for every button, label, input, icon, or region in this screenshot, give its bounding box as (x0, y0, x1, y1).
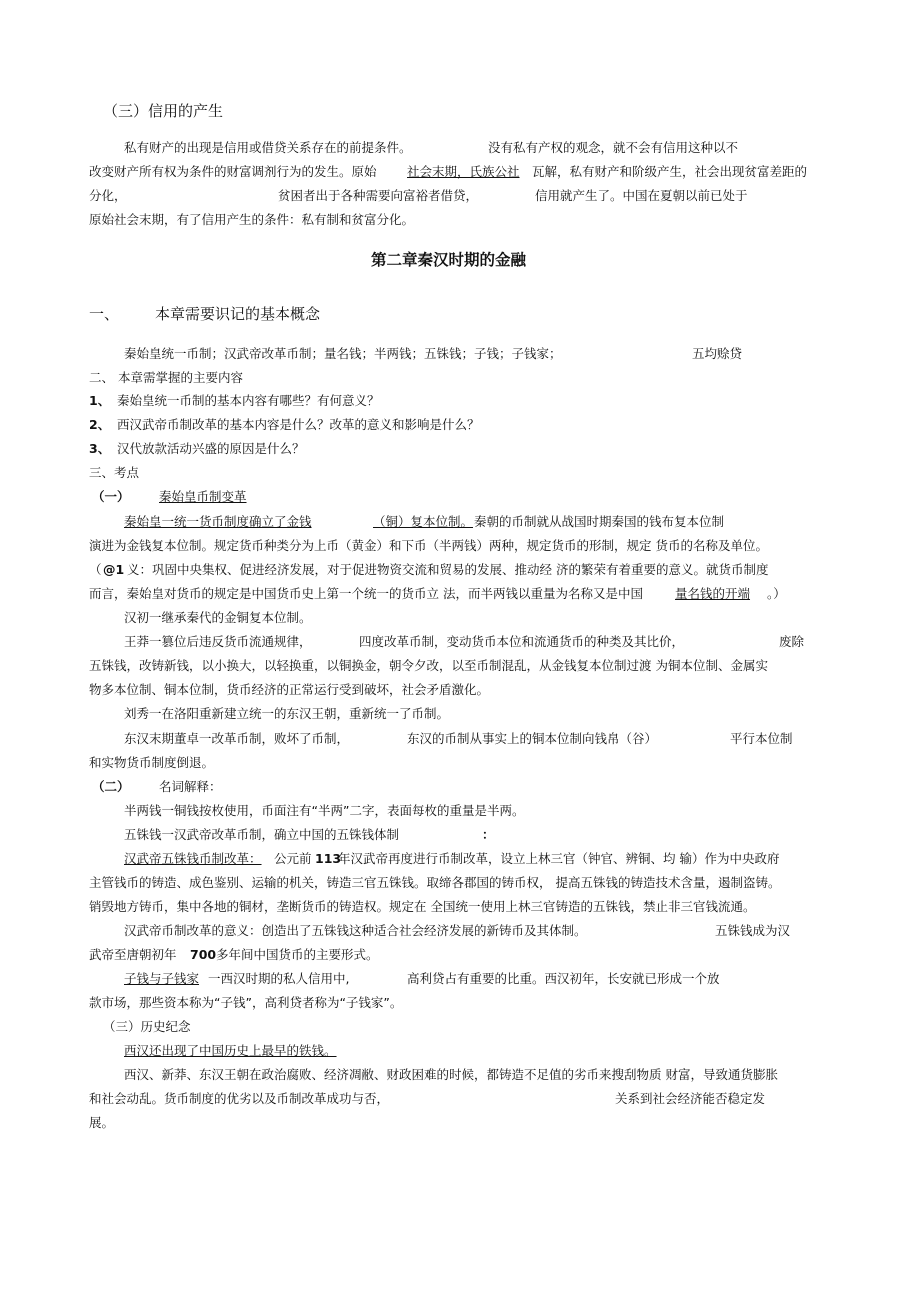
paragraph-line: 而言，秦始皇对货币的规定是中国货币史上第一个统一的货币立 法，而半两钱以重量为名称又是中国 量名钱的开端 。） (89, 586, 786, 601)
paragraph-line: 汉武帝五铢钱币制改革： 公元前 113 年汉武帝再度进行币制改革，设立上林三官（钟官、辨铜、均 输）作为中央政府 (124, 851, 780, 866)
subsection-number: （二） (92, 779, 130, 794)
part-two-title: 二、 本章需掌握的主要内容 (89, 370, 243, 385)
question-number: 1、 (89, 393, 111, 408)
subsection-title: 秦始皇币制变革 (159, 489, 247, 504)
question-number: 2、 (89, 417, 111, 432)
paragraph-line: 西汉还出现了中国历史上最早的铁钱。 (124, 1043, 337, 1058)
subsection-number: （一） (92, 489, 130, 504)
paragraph-line: 秦始皇一统一货币制度确立了金钱 （铜）复本位制。 秦朝的币制就从战国时期秦国的钱布复本位制 (124, 514, 725, 529)
paragraph-line: 主管钱币的铸造、成色鉴别、运输的机关，铸造三官五铢钱。取缔各郡国的铸币权， 提高五铢钱的铸造技术含量，遏制盗铸。 (89, 875, 781, 890)
paragraph-line: （ @1 义：巩固中央集权、促进经济发展，对于促进物资交流和贸易的发展、推动经 济的繁荣有着重要的意义。就货币制度 (89, 562, 769, 577)
paragraph-line: 演进为金钱复本位制。规定货币种类分为上币（黄金）和下币（半两钱）两种，规定货币的形制，规定 货币的名称及单位。 (89, 538, 768, 553)
paragraph-line: 东汉末期董卓一改革币制，败坏了币制， 东汉的币制从事实上的铜本位制向钱帛（谷） 平行本位制 (124, 731, 793, 746)
term-definition-colon: ： (482, 827, 495, 842)
question-text: 汉代放款活动兴盛的原因是什么？ (117, 441, 305, 456)
paragraph-line: 分化， 贫困者出于各种需要向富裕者借贷， 信用就产生了。中国在夏朝以前已处于 (89, 188, 748, 203)
question-number: 3、 (89, 441, 111, 456)
paragraph-line: 展。 (89, 1115, 115, 1130)
paragraph-line: 西汉、新莽、东汉王朝在政治腐败、经济凋敝、财政困难的时候，都铸造不足值的劣币来搜刮物质 财富，导致通货膨胀 (124, 1067, 778, 1082)
paragraph-line: 和实物货币制度倒退。 (89, 755, 215, 770)
question-text: 秦始皇统一币制的基本内容有哪些？有何意义？ (117, 393, 380, 408)
paragraph-line: 私有财产的出现是信用或借贷关系存在的前提条件。 没有私有产权的观念，就不会有信用这种以不 (124, 140, 739, 155)
paragraph-line: 五铢钱，改铸新钱，以小换大，以轻换重，以铜换金，朝令夕改，以至币制混乱，从金钱复本位制过渡 为铜本位制、金属实 (89, 658, 768, 673)
question-text: 西汉武帝币制改革的基本内容是什么？改革的意义和影响是什么？ (117, 417, 480, 432)
paragraph-line: 汉武帝币制改革的意义：创造出了五铢钱这种适合社会经济发展的新铸币及其体制。 五铢钱成为汉 (124, 923, 791, 938)
paragraph-line: 物多本位制、铜本位制，货币经济的正常运行受到破坏，社会矛盾激化。 (89, 682, 490, 697)
paragraph-line: 汉初一继承秦代的金铜复本位制。 (124, 610, 312, 625)
term-definition: 五铢钱一汉武帝改革币制，确立中国的五铢钱体制 (124, 827, 400, 842)
section-title: （三）信用的产生 (103, 102, 224, 120)
concepts-list-end: 五均赊贷 (692, 346, 743, 361)
paragraph-line: 改变财产所有权为条件的财富调剂行为的发生。原始 社会末期，氏族公社 瓦解，私有财产和阶级产生，社会出现贫富差距的 (89, 164, 808, 179)
paragraph-line: 武帝至唐朝初年 700 多年间中国货币的主要形式。 (89, 947, 379, 962)
paragraph-line: 刘秀一在洛阳重新建立统一的东汉王朝，重新统一了币制。 (124, 706, 450, 721)
paragraph-line: 子钱与子钱家 一西汉时期的私人信用中, 高利贷占有重要的比重。西汉初年，长安就已形成一个放 (124, 971, 720, 986)
part-three-title: 三、考点 (89, 465, 140, 480)
concepts-list: 秦始皇统一币制；汉武帝改革币制；量名钱；半两钱；五铢钱；子钱；子钱家； (124, 346, 562, 361)
paragraph-line: 销毁地方铸币，集中各地的铜材，垄断货币的铸造权。规定在 全国统一使用上林三官铸造的五铢钱，禁止非三官钱流通。 (89, 899, 756, 914)
paragraph-line: 款市场，那些资本称为“子钱”，高利贷者称为“子钱家”。 (89, 995, 403, 1010)
paragraph-line: 王莽一篡位后违反货币流通规律， 四度改革币制，变动货币本位和流通货币的种类及其比价， 废除 (124, 634, 805, 649)
paragraph-line: 和社会动乱。货币制度的优劣以及币制改革成功与否， 关系到社会经济能否稳定发 (89, 1091, 766, 1106)
part-one-title: 本章需要识记的基本概念 (155, 305, 321, 323)
subsection-title: （三）历史纪念 (103, 1019, 191, 1034)
paragraph-line: 原始社会末期，有了信用产生的条件：私有制和贫富分化。 (89, 212, 415, 227)
term-definition: 半两钱一铜钱按枚使用，币面注有“半两”二字，表面每枚的重量是半两。 (124, 803, 525, 818)
part-one-number: 一、 (89, 305, 120, 323)
chapter-title: 第二章秦汉时期的金融 (371, 251, 527, 269)
subsection-title: 名词解释： (159, 779, 222, 794)
